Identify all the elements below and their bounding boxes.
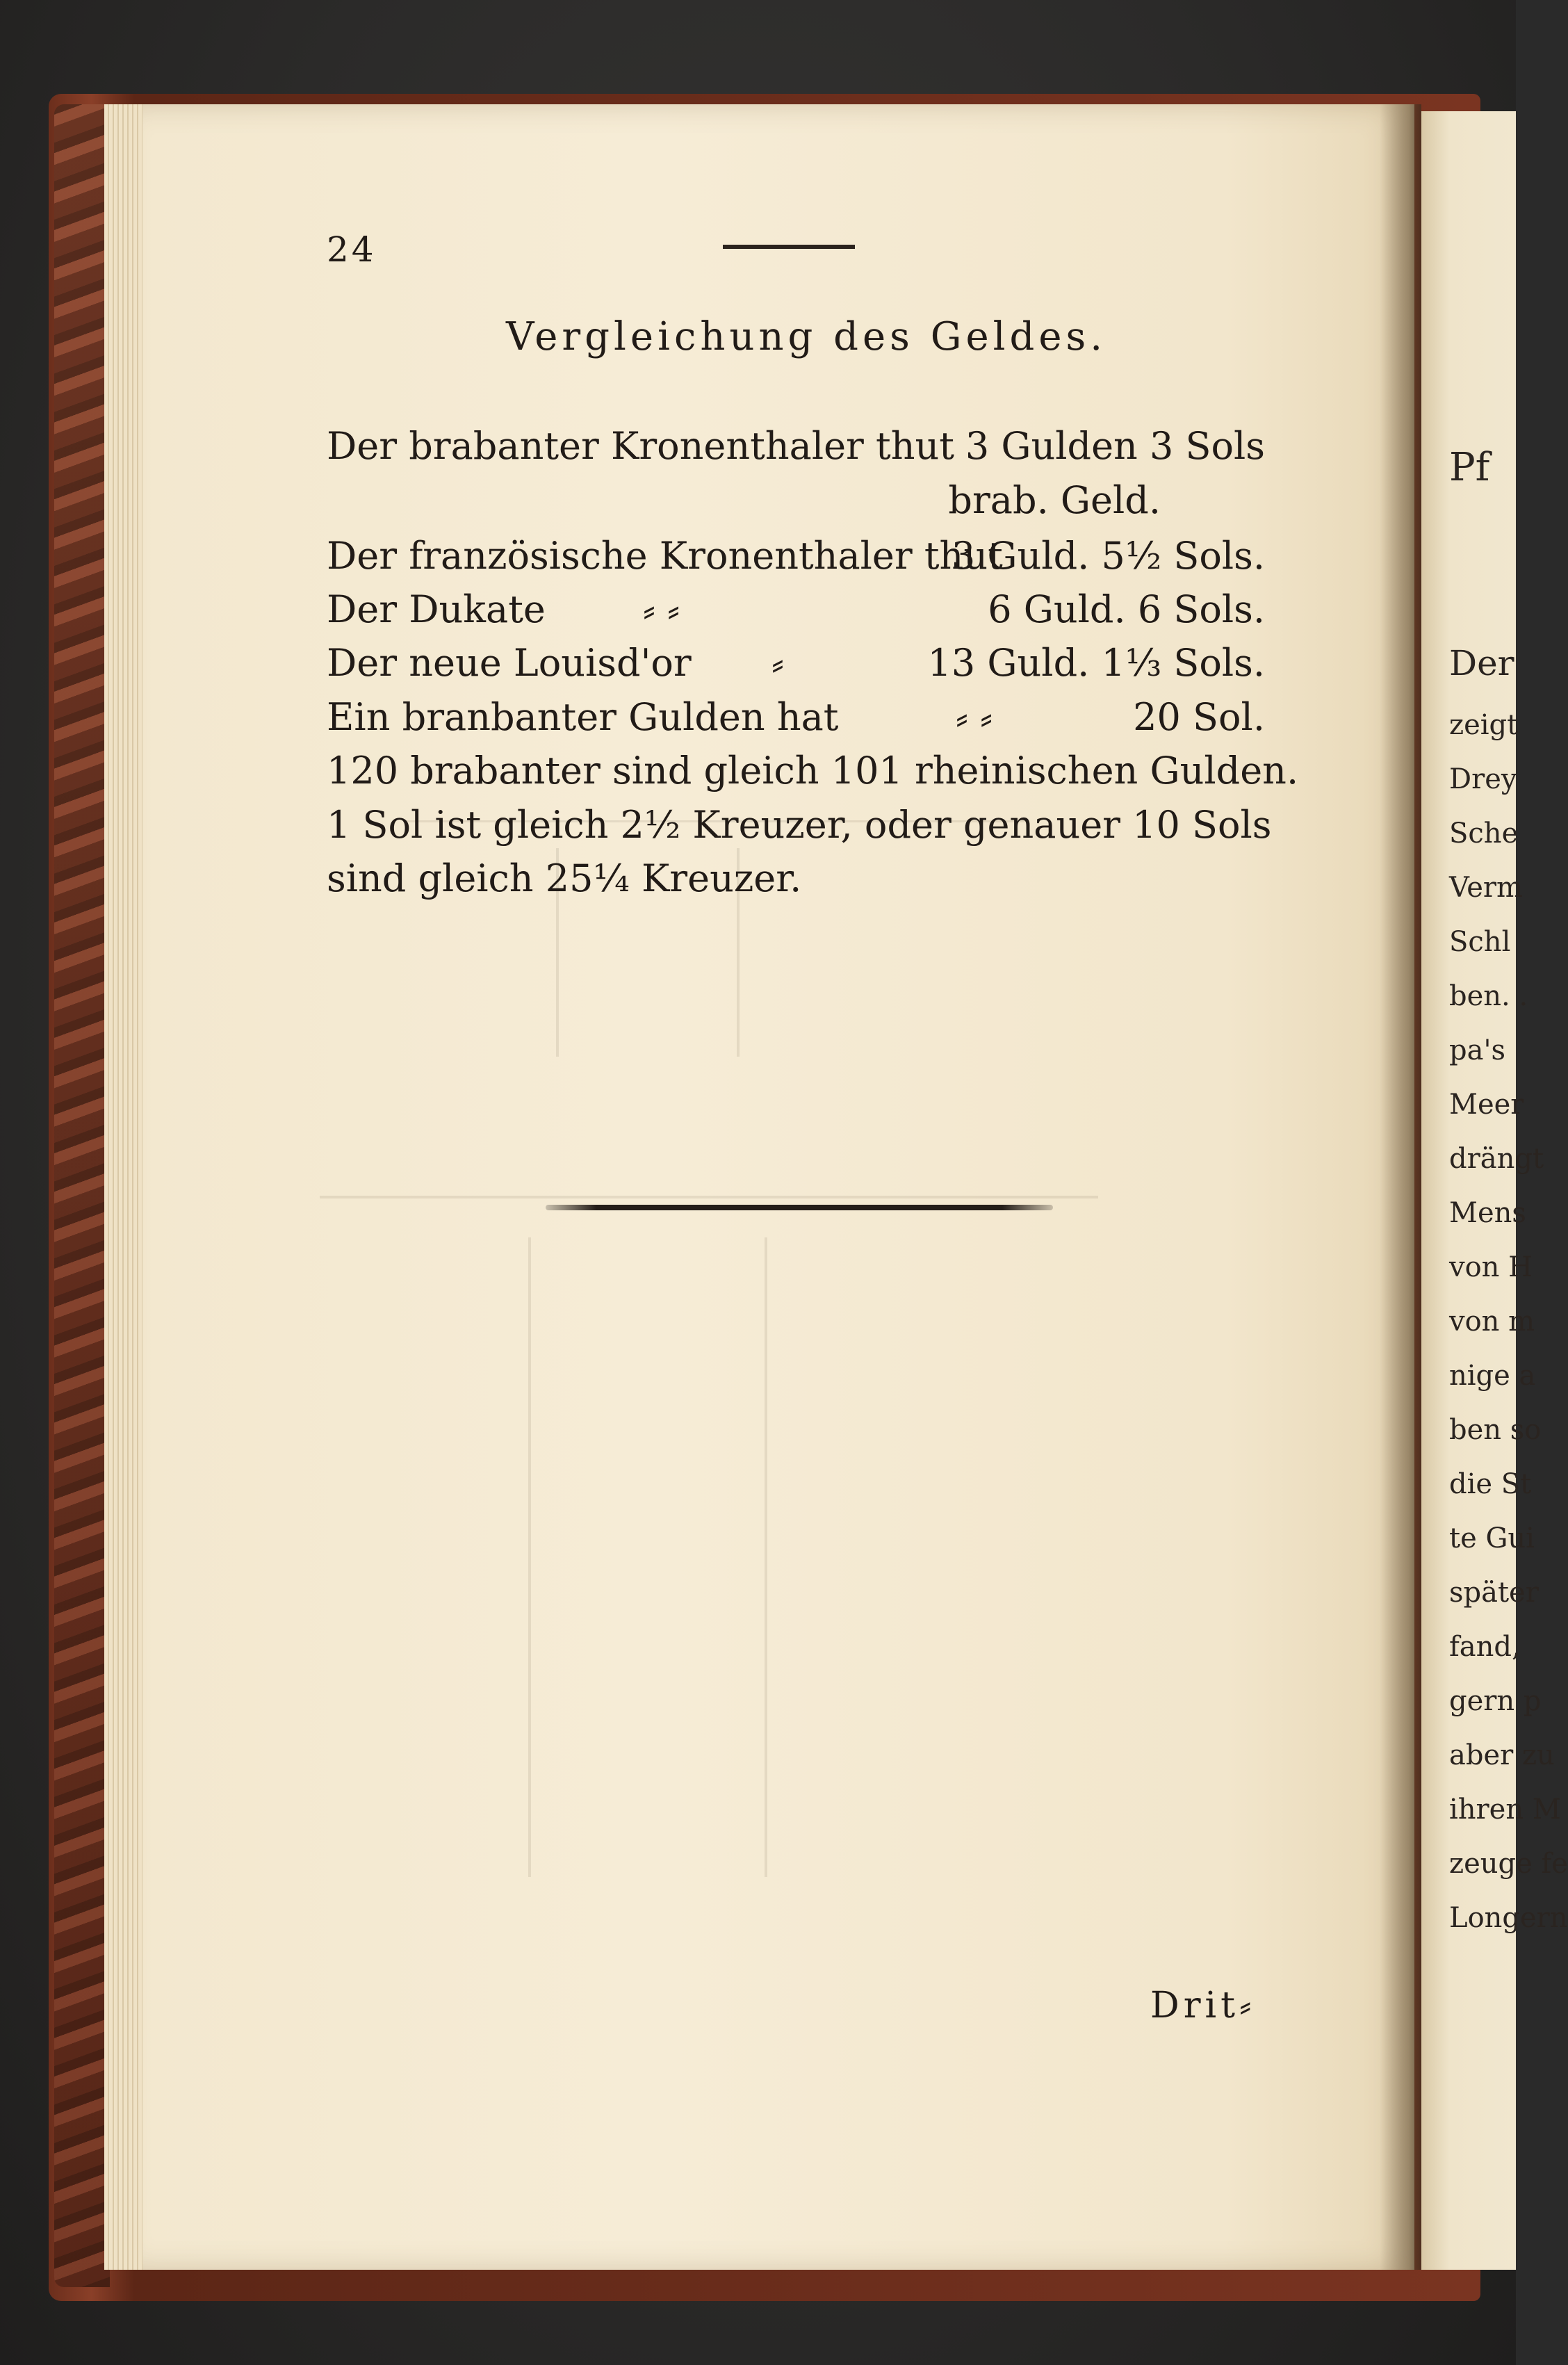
facing-line: drängt [1449, 1143, 1544, 1175]
row-label: sind gleich 25¼ Kreuzer. [327, 856, 802, 900]
facing-line: Pf [1449, 445, 1490, 490]
page-number: 24 [327, 229, 377, 270]
facing-line: Longern [1449, 1902, 1568, 1934]
row-label: Ein branbanter Gulden hat [327, 695, 839, 739]
facing-line: aber zu [1449, 1739, 1555, 1771]
exchange-row [327, 641, 1265, 690]
facing-line: gern p [1449, 1685, 1542, 1717]
facing-line: von H [1449, 1251, 1533, 1283]
row-rate: brab. Geld. [948, 478, 1161, 522]
facing-line: Schl [1449, 926, 1511, 958]
ditto-marks: ⸗ ⸗ [643, 587, 680, 631]
facing-line: Der [1449, 643, 1514, 683]
facing-line: die St [1449, 1468, 1532, 1500]
bleed-rule [765, 1237, 767, 1877]
row-label: Der neue Louisd'or [327, 641, 692, 685]
page-edges [104, 104, 146, 2270]
facing-line: nige a [1449, 1360, 1536, 1392]
row-rate: 3 Guld. 5½ Sols. [951, 534, 1265, 578]
row-label: Der brabanter Kronenthaler thut [327, 424, 954, 468]
page-title: Vergleichung des Geldes. [505, 314, 1107, 359]
exchange-row [327, 695, 1265, 744]
facing-line: pa's [1449, 1034, 1505, 1066]
facing-line: von m [1449, 1306, 1535, 1338]
facing-line: Drey [1449, 763, 1517, 795]
facing-line: Mens [1449, 1197, 1526, 1229]
ditto-marks: ⸗ ⸗ [956, 695, 993, 739]
row-label: Der französische Kronenthaler thut [327, 534, 1003, 578]
bleed-rule [528, 1237, 531, 1877]
row-rate: 3 Gulden 3 Sols [965, 424, 1265, 468]
facing-line: zeuge fe [1449, 1848, 1568, 1880]
facing-line: später [1449, 1577, 1539, 1609]
facing-line: ben so [1449, 1414, 1542, 1446]
exchange-row [327, 478, 1161, 527]
exchange-row [327, 587, 1265, 636]
marbled-cover-edge [54, 104, 110, 2287]
page-gutter-shadow [1380, 104, 1421, 2270]
header-rule [723, 245, 855, 249]
facing-line: Sche [1449, 818, 1519, 850]
exchange-row [327, 749, 1299, 797]
row-label: 1 Sol ist gleich 2½ Kreuzer, oder genauer 10 Sols [327, 803, 1272, 847]
facing-line: Meer [1449, 1089, 1524, 1121]
exchange-row [327, 856, 1265, 905]
exchange-row [327, 534, 1265, 583]
section-divider [546, 1205, 1053, 1210]
row-rate: 6 Guld. 6 Sols. [988, 587, 1265, 631]
row-rate: 20 Sol. [1133, 695, 1265, 739]
facing-line: zeigt [1449, 709, 1519, 741]
bleed-rule [320, 1196, 1098, 1198]
facing-line: Verm [1449, 872, 1523, 904]
facing-page-text [1449, 0, 1568, 2365]
facing-line: fand, [1449, 1631, 1521, 1663]
facing-line: te Gui [1449, 1522, 1535, 1554]
row-label: Der Dukate [327, 587, 546, 631]
ditto-marks: ⸗ [771, 641, 784, 685]
facing-line: ben. . [1449, 980, 1528, 1012]
exchange-row [327, 424, 1265, 473]
exchange-row [327, 803, 1272, 852]
facing-line: ihren M [1449, 1794, 1561, 1826]
row-label: 120 brabanter sind gleich 101 rheinischen Gulden. [327, 749, 1299, 793]
catchword: Drit⸗ [1150, 1985, 1256, 2026]
row-rate: 13 Guld. 1⅓ Sols. [927, 641, 1265, 685]
